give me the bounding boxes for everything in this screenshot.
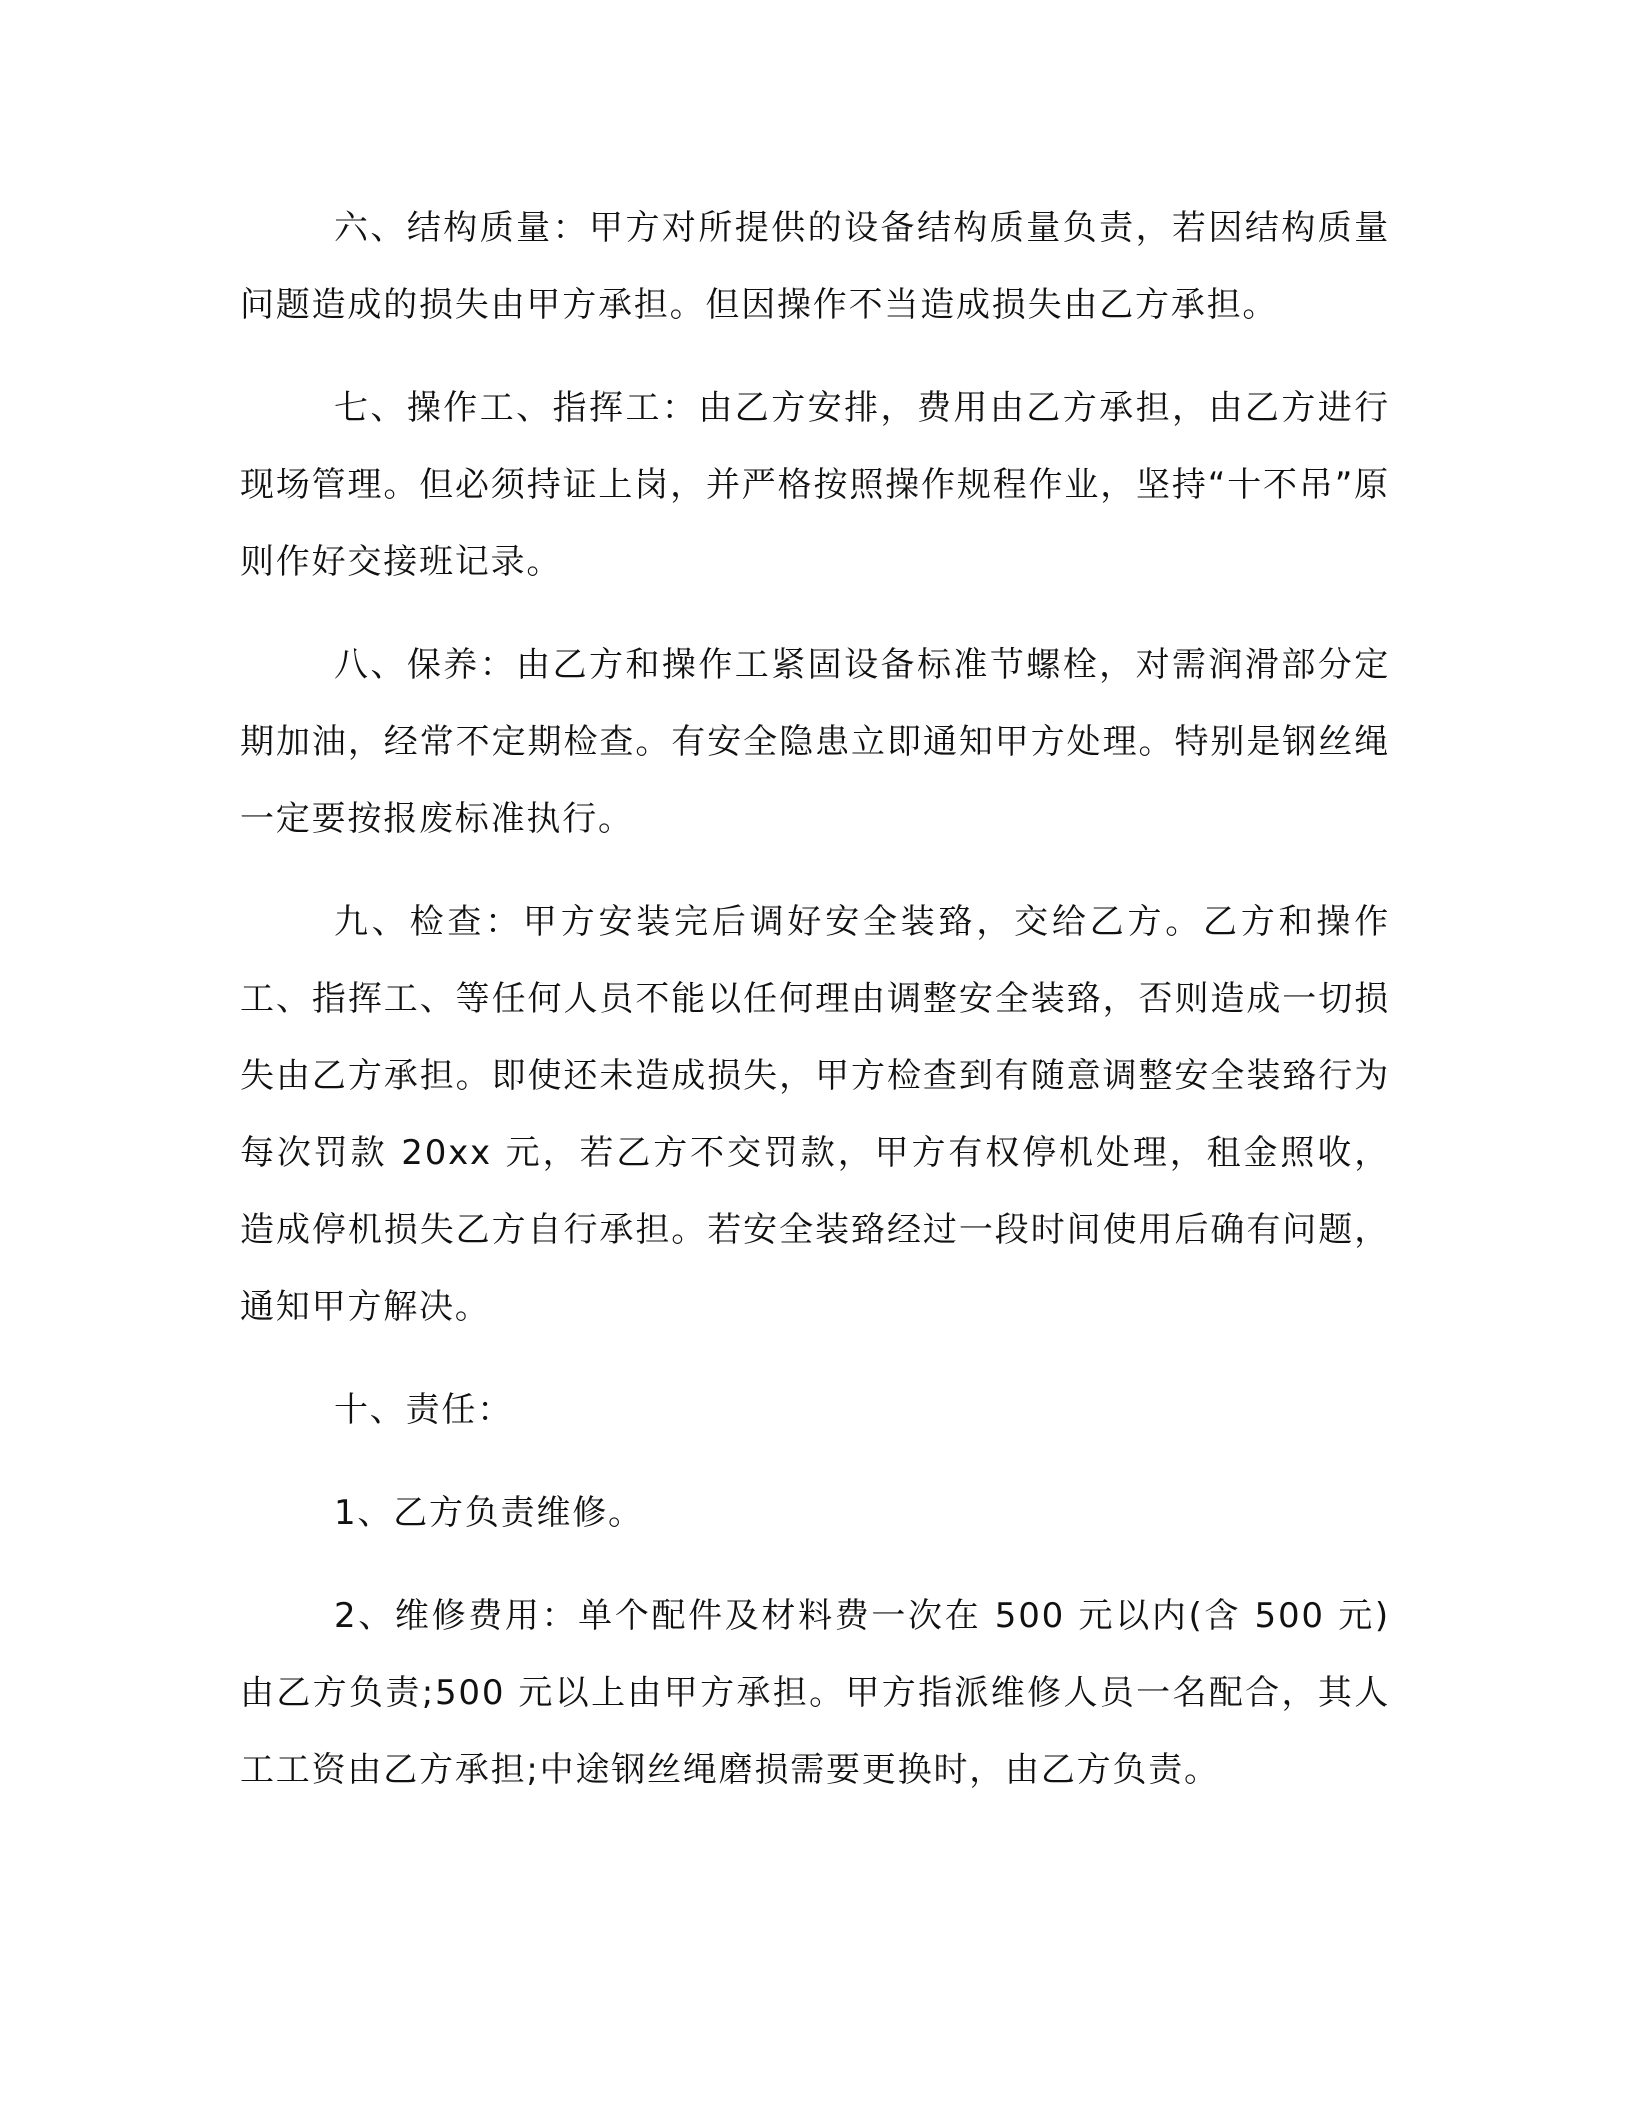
clause-9-inspection: 九、检查：甲方安装完后调好安全装臵，交给乙方。乙方和操作工、指挥工、等任何人员不能以任何理由调整安全装臵，否则造成一切损失由乙方承担。即使还未造成损失，甲方检查到有随意调整安全装臵行为每次罚款 20xx 元，若乙方不交罚款，甲方有权停机处理，租金照收，造成停机损失乙方自行承担。若安全装臵经过一段时间使用后确有问题，通知甲方解决。 bbox=[240, 902, 1390, 1327]
clause-10-item-1: 1、乙方负责维修。 bbox=[334, 1493, 644, 1533]
clause-6-structure-quality: 六、结构质量：甲方对所提供的设备结构质量负责，若因结构质量问题造成的损失由甲方承担。但因操作不当造成损失由乙方承担。 bbox=[240, 208, 1390, 325]
document-body bbox=[240, 190, 1390, 1809]
clause-7-operators: 七、操作工、指挥工：由乙方安排，费用由乙方承担，由乙方进行现场管理。但必须持证上岗，并严格按照操作规程作业，坚持“十不吊”原则作好交接班记录。 bbox=[240, 388, 1390, 582]
clause-10-responsibility: 十、责任： bbox=[334, 1390, 513, 1430]
clause-10-item-2: 2、维修费用：单个配件及材料费一次在 500 元以内(含 500 元)由乙方负责;500 元以上由甲方承担。甲方指派维修人员一名配合，其人工工资由乙方承担;中途钢丝绳磨损需要更换时，由乙方负责。 bbox=[240, 1596, 1390, 1790]
clause-8-maintenance: 八、保养：由乙方和操作工紧固设备标准节螺栓，对需润滑部分定期加油，经常不定期检查。有安全隐患立即通知甲方处理。特别是钢丝绳一定要按报废标准执行。 bbox=[240, 645, 1390, 839]
